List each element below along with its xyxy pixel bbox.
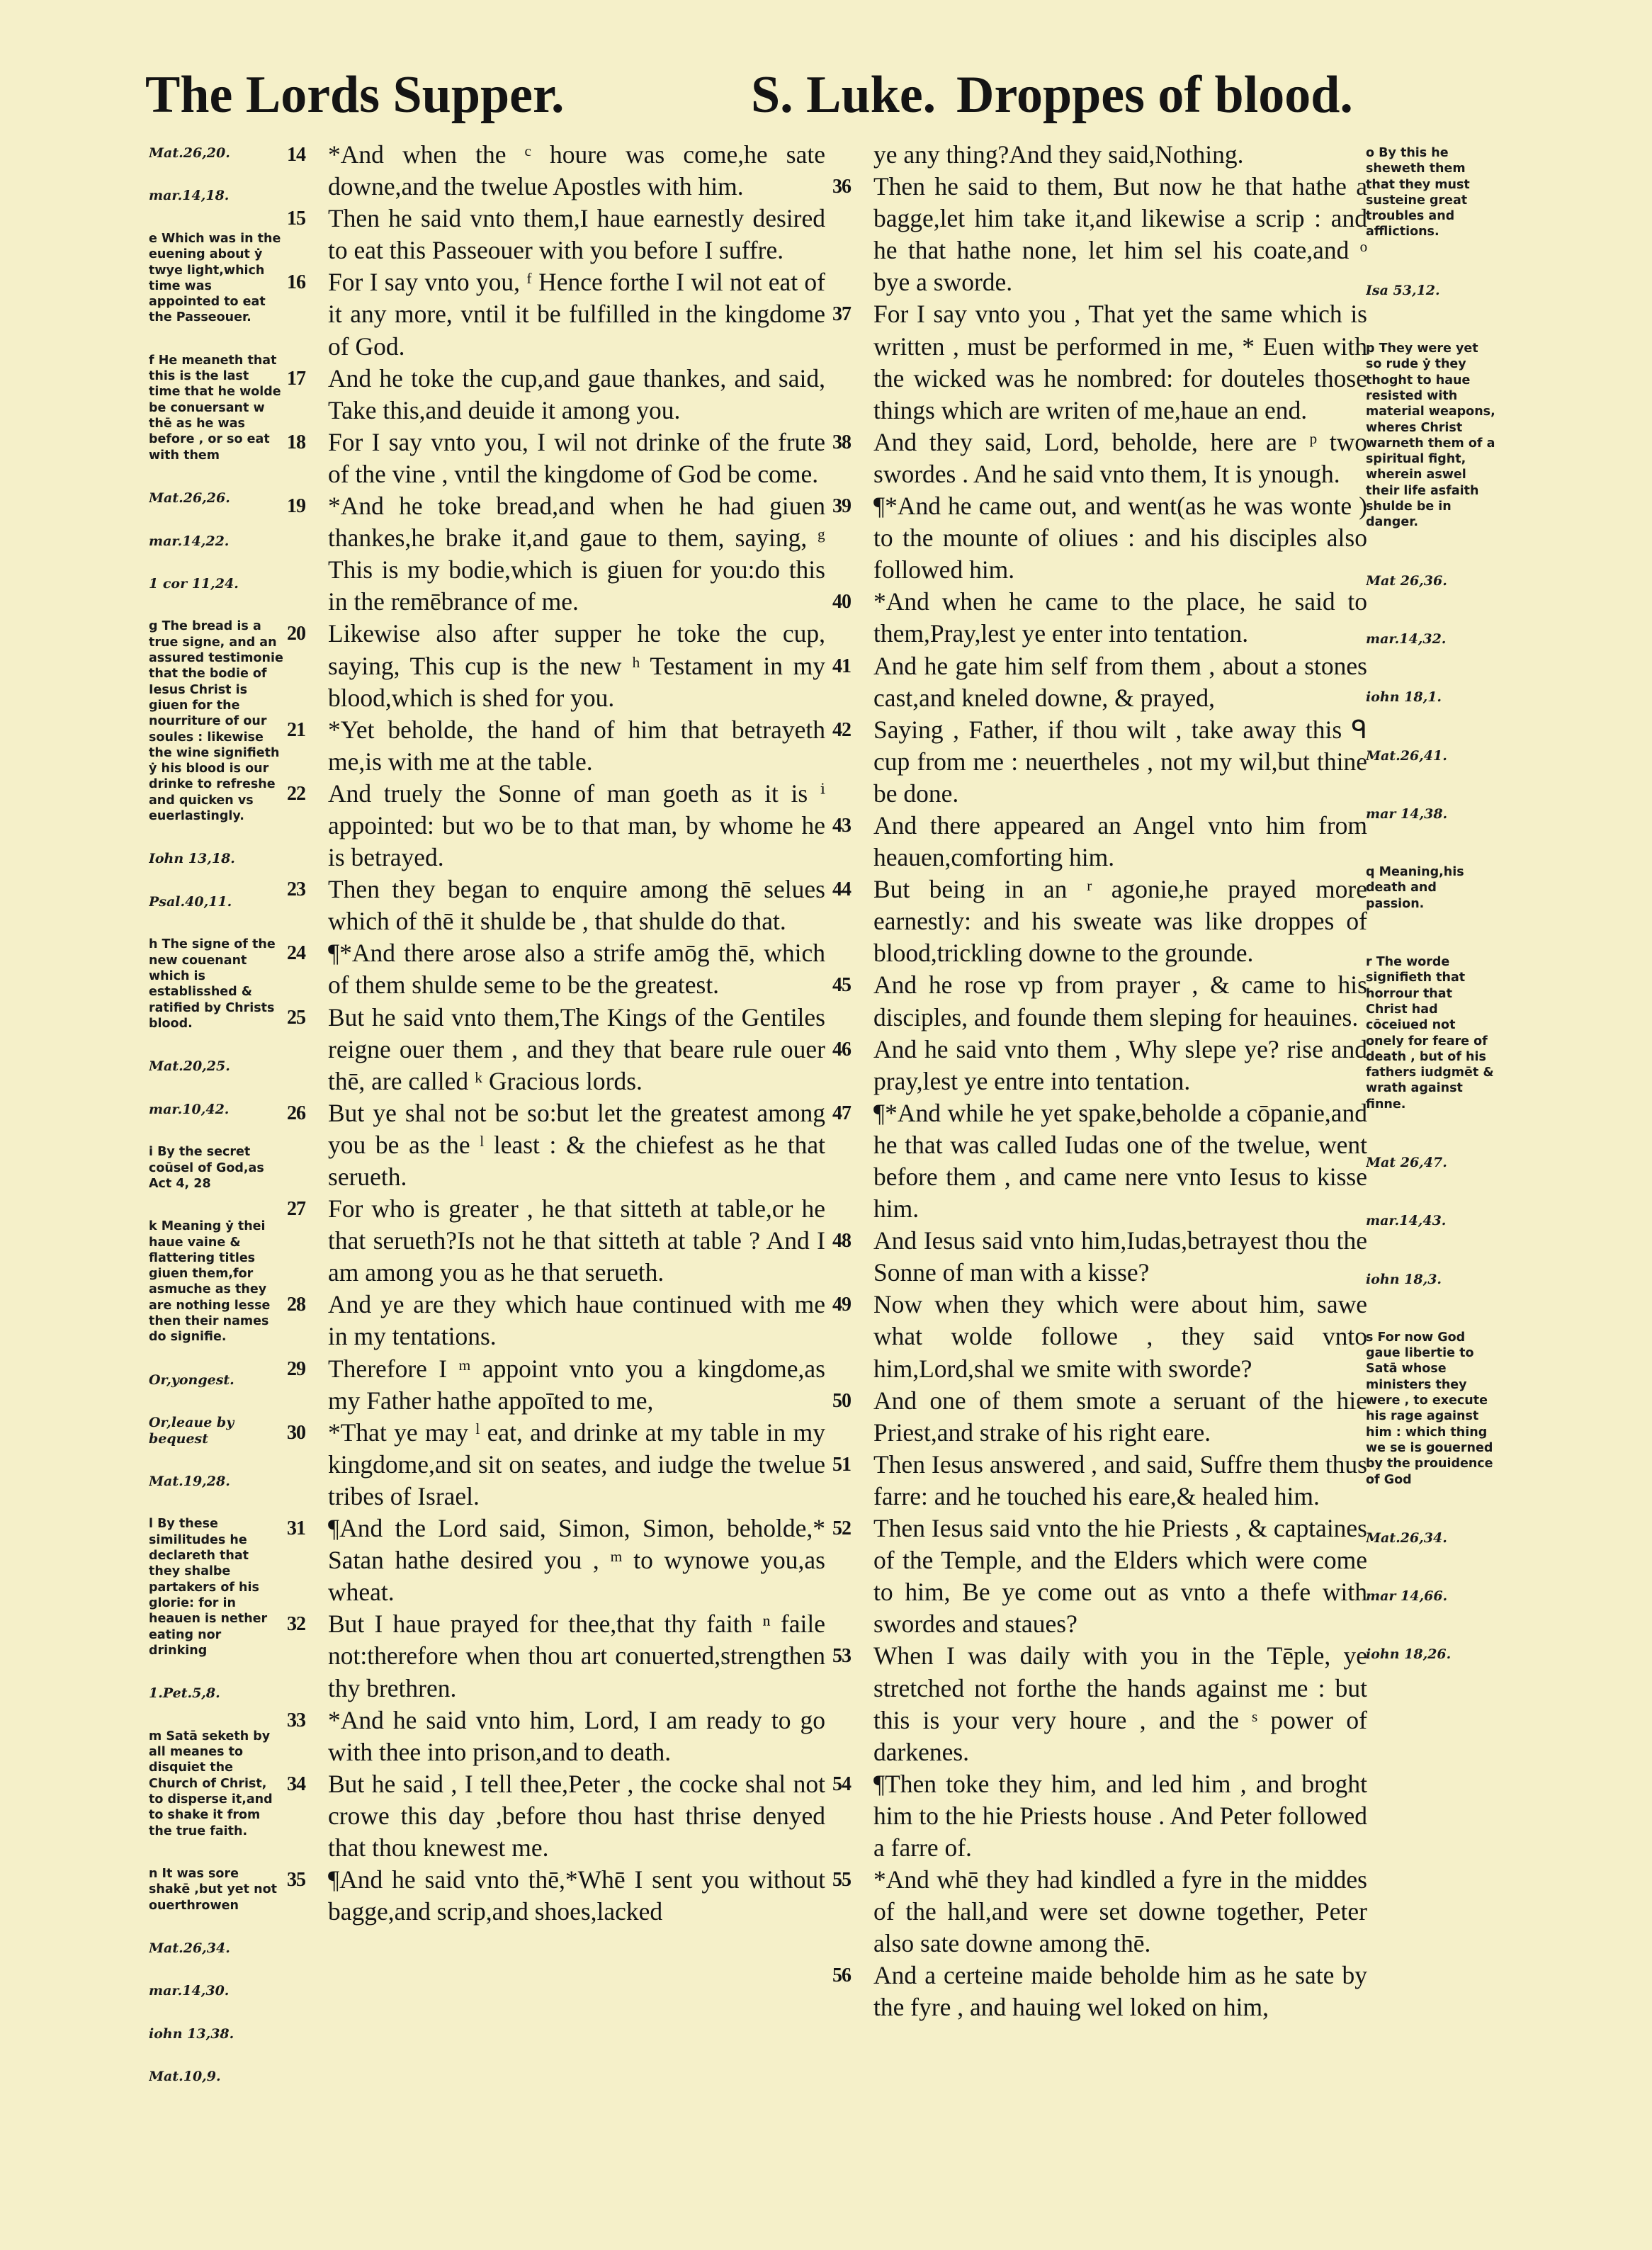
right-column-verse bbox=[832, 139, 1367, 171]
left-margin-cross-reference: Or,leaue by bequest bbox=[149, 1415, 234, 1447]
left-column-verse bbox=[287, 1353, 825, 1417]
right-column-verse bbox=[832, 650, 1367, 714]
right-margin-cross-reference: mar 14,66. bbox=[1366, 1588, 1448, 1605]
left-column-verse bbox=[287, 937, 825, 1001]
verse-number: 53 bbox=[832, 1645, 851, 1668]
left-margin-cross-reference: iohn 13,38. bbox=[149, 2025, 234, 2042]
right-margin-cross-reference: mar.14,43. bbox=[1366, 1213, 1447, 1229]
right-margin-annotation: r The worde signifieth that horrour that Christ had cōceiued not onely for feare of death , but of his fathers iudgmēt & wrath against finne. bbox=[1366, 955, 1494, 1112]
right-margin-cross-reference: Mat.26,34. bbox=[1366, 1530, 1447, 1546]
verse-text: For I say vnto you, I wil not drinke of the frute of the vine , vntil the kingdome of God be come. bbox=[328, 427, 825, 488]
verse-number: 44 bbox=[832, 878, 851, 901]
left-margin-cross-reference: 1.Pet.5,8. bbox=[149, 1685, 220, 1702]
left-margin-cross-reference: Psal.40,11. bbox=[149, 893, 232, 910]
verse-number: 54 bbox=[832, 1773, 851, 1795]
verse-number: 41 bbox=[832, 655, 851, 677]
verse-number: 28 bbox=[287, 1294, 305, 1316]
verse-number: 48 bbox=[832, 1230, 851, 1253]
left-margin-cross-reference: Iohn 13,18. bbox=[149, 851, 235, 867]
right-column-verse bbox=[832, 490, 1367, 586]
page-header bbox=[145, 65, 1353, 143]
left-column-verse bbox=[287, 1417, 825, 1513]
verse-number: 36 bbox=[832, 176, 851, 198]
verse-text: ¶*And while he yet spake,beholde a cōpanie,and he that was called Iudas one of the twelue, went before them , and came nere vnto Iesus to kisse him. bbox=[873, 1098, 1367, 1223]
verse-text: And he rose vp from prayer , & came to his disciples, and founde them sleping for heauines. bbox=[873, 971, 1367, 1031]
verse-number: 14 bbox=[287, 144, 305, 166]
left-column-verse bbox=[287, 426, 825, 490]
verse-text: Then Iesus answered , and said, Suffre them thus farre: and he touched his eare,& healed him. bbox=[873, 1449, 1367, 1510]
verse-text: But being in an ʳ agonie,he prayed more earnestly: and his sweate was like droppes of blood,trickling downe to the grounde. bbox=[873, 875, 1367, 968]
left-margin-annotation: h The signe of the new couenant which is establisshed & ratified by Christs blood. bbox=[149, 937, 276, 1031]
verse-text: *And when he came to the place, he said to them,Pray,lest ye enter into tentation. bbox=[873, 587, 1367, 648]
verse-text: Therefore I ᵐ appoint vnto you a kingdome,as my Father hathe appoīted to me, bbox=[328, 1354, 825, 1415]
verse-text: For I say vnto you, ᶠ Hence forthe I wil not eat of it any more, vntil it be fulfilled in the kingdome of God. bbox=[328, 268, 825, 361]
verse-text: Now when they which were about him, sawe what wolde followe , they said vnto him,Lord,shal we smite with sworde? bbox=[873, 1290, 1367, 1383]
verse-number: 15 bbox=[287, 208, 305, 230]
right-margin-cross-reference: iohn 18,26. bbox=[1366, 1646, 1452, 1663]
verse-number: 43 bbox=[832, 814, 851, 837]
header-right-title: Droppes of blood. bbox=[956, 66, 1353, 124]
right-column-verse bbox=[832, 298, 1367, 426]
verse-number: 31 bbox=[287, 1517, 305, 1540]
verse-number: 37 bbox=[832, 303, 851, 326]
verse-text: And Iesus said vnto him,Iudas,betrayest thou the Sonne of man with a kisse? bbox=[873, 1226, 1367, 1287]
right-column-verse bbox=[832, 586, 1367, 650]
verse-number: 29 bbox=[287, 1357, 305, 1380]
left-margin-cross-reference: mar.10,42. bbox=[149, 1101, 230, 1117]
right-margin-notes bbox=[1366, 145, 1497, 2221]
verse-text: When I was daily with you in the Tēple, ye stretched not forthe the hands against me : but this is your very houre , and the ˢ power of darkenes. bbox=[873, 1641, 1367, 1766]
verse-number: 23 bbox=[287, 878, 305, 901]
verse-number: 35 bbox=[287, 1869, 305, 1892]
verse-text: But he said , I tell thee,Peter , the cocke shal not crowe this day ,before thou hast thrise denyed that thou knewest me. bbox=[328, 1769, 825, 1862]
verse-text: *And when the ᶜ houre was come,he sate downe,and the twelue Apostles with him. bbox=[328, 140, 825, 201]
verse-text: And he toke the cup,and gaue thankes, and said, Take this,and deuide it among you. bbox=[328, 363, 825, 424]
left-column-verse bbox=[287, 1864, 825, 1928]
left-column-verse bbox=[287, 490, 825, 618]
left-column-verse bbox=[287, 714, 825, 778]
verse-number: 47 bbox=[832, 1102, 851, 1124]
verse-text: And one of them smote a seruant of the hie Priest,and strake of his right eare. bbox=[873, 1386, 1367, 1447]
verse-number: 45 bbox=[832, 974, 851, 997]
left-margin-cross-reference: Mat.19,28. bbox=[149, 1473, 230, 1489]
left-margin-annotation: i By the secret coūsel of God,as Act 4, 28 bbox=[149, 1145, 264, 1191]
verse-text: And ye are they which haue continued with me in my tentations. bbox=[328, 1290, 825, 1351]
verse-number: 56 bbox=[832, 1964, 851, 1987]
right-margin-cross-reference: Mat 26,47. bbox=[1366, 1154, 1447, 1170]
verse-number: 38 bbox=[832, 431, 851, 453]
verse-number: 40 bbox=[832, 591, 851, 614]
verse-text: But I haue prayed for thee,that thy faith ⁿ faile not:therefore when thou art conuerted,strengthen thy brethren. bbox=[328, 1610, 825, 1702]
right-margin-cross-reference: mar.14,32. bbox=[1366, 631, 1447, 647]
verse-text: Then he said to them, But now he that hathe a bagge,let him take it,and likewise a scrip : and he that hathe none, let him sel his coate,and ᵒ bye a sworde. bbox=[873, 172, 1367, 297]
left-margin-cross-reference: mar.14,18. bbox=[149, 188, 230, 204]
right-column-verse bbox=[832, 426, 1367, 490]
left-margin-cross-reference: Mat.20,25. bbox=[149, 1058, 230, 1075]
left-margin-cross-reference: mar.14,22. bbox=[149, 533, 230, 549]
verse-number: 46 bbox=[832, 1038, 851, 1061]
verse-number: 19 bbox=[287, 495, 305, 518]
right-margin-annotation: o By this he sheweth them that they must susteine great troubles and afflictions. bbox=[1366, 146, 1470, 239]
verse-text: Then Iesus said vnto the hie Priests , & captaines of the Temple, and the Elders which were come to him, Be ye come out as vnto a thefe with swordes and staues? bbox=[873, 1514, 1367, 1639]
left-column-verse bbox=[287, 1608, 825, 1704]
verse-text: For who is greater , he that sitteth at table,or he that serueth?Is not he that sitteth at table ? And I am among you as he that serueth. bbox=[328, 1194, 825, 1287]
verse-text: For I say vnto you , That yet the same which is written , must be performed in me, * Euen with the wicked was he nombred: for douteles those things which are writen of me,haue an end. bbox=[873, 300, 1367, 424]
verse-text: *And whē they had kindled a fyre in the middes of the hall,and were set downe together, Peter also sate downe among thē. bbox=[873, 1865, 1367, 1958]
verse-number: 16 bbox=[287, 271, 305, 294]
verse-number: 26 bbox=[287, 1102, 305, 1124]
verse-number: 30 bbox=[287, 1421, 305, 1444]
right-margin-annotation: q Meaning,his death and passion. bbox=[1366, 865, 1464, 911]
right-column-verse bbox=[832, 1768, 1367, 1864]
right-column-verse bbox=[832, 171, 1367, 298]
left-margin-annotation: n It was sore shakē ,but yet not ouerthrowen bbox=[149, 1866, 277, 1913]
left-margin-cross-reference: Mat.26,34. bbox=[149, 1940, 230, 1956]
left-margin-cross-reference: 1 cor 11,24. bbox=[149, 575, 239, 592]
verse-text: But ye shal not be so:but let the greatest among you be as the ˡ least : & the chiefest as he that serueth. bbox=[328, 1098, 825, 1191]
verse-number: 27 bbox=[287, 1198, 305, 1221]
left-margin-cross-reference: Mat.26,26. bbox=[149, 490, 230, 507]
left-column-verse bbox=[287, 1289, 825, 1352]
left-column-verse bbox=[287, 1513, 825, 1608]
right-column-verse bbox=[832, 1385, 1367, 1449]
right-column-verse bbox=[832, 1097, 1367, 1225]
right-column-verse bbox=[832, 969, 1367, 1033]
left-column-verse bbox=[287, 1193, 825, 1289]
verse-number: 42 bbox=[832, 718, 851, 741]
verse-text: And they said, Lord, beholde, here are ᵖ two swordes . And he said vnto them, It is ynough. bbox=[873, 427, 1367, 488]
right-column-verse bbox=[832, 1640, 1367, 1768]
verse-text: Then he said vnto them,I haue earnestly desired to eat this Passeouer with you before I suffre. bbox=[328, 204, 825, 265]
verse-text: Likewise also after supper he toke the cup, saying, This cup is the new ʰ Testament in my blood,which is shed for you. bbox=[328, 619, 825, 712]
left-column-verse bbox=[287, 618, 825, 713]
right-column-verse bbox=[832, 714, 1367, 810]
verse-text: ¶*And there arose also a strife amōg thē, which of them shulde seme to be the greatest. bbox=[328, 939, 825, 1000]
verse-number: 55 bbox=[832, 1869, 851, 1892]
right-margin-cross-reference: Mat.26,41. bbox=[1366, 747, 1447, 764]
verse-text: *And he toke bread,and when he had giuen thankes,he brake it,and gaue to them, saying, ᵍ This is my bodie,which is giuen for you:do this in the remēbrance of me. bbox=[328, 492, 825, 616]
left-margin-cross-reference: mar.14,30. bbox=[149, 1983, 230, 1999]
right-margin-cross-reference: iohn 18,3. bbox=[1366, 1271, 1442, 1287]
verse-text: And he said vnto them , Why slepe ye? rise and pray,lest ye entre into tentation. bbox=[873, 1034, 1367, 1095]
left-column-verse bbox=[287, 139, 825, 203]
right-column-verse bbox=[832, 1225, 1367, 1289]
verse-number: 49 bbox=[832, 1294, 851, 1316]
right-margin-annotation: s For now God gaue libertie to Satā whose ministers they were , to execute his rage against him : which thing we se is gouerned by the prouidence of God bbox=[1366, 1330, 1493, 1487]
verse-text: And there appeared an Angel vnto him from heauen,comforting him. bbox=[873, 810, 1367, 872]
verse-number: 17 bbox=[287, 367, 305, 390]
verse-number: 24 bbox=[287, 942, 305, 965]
left-margin-annotation: l By these similitudes he declareth that they shalbe partakers of his glorie: for in heauen is nether eating nor drinking bbox=[149, 1517, 268, 1658]
verse-text: But he said vnto them,The Kings of the Gentiles reigne ouer them , and they that beare rule ouer thē, are called ᵏ Gracious lords. bbox=[328, 1002, 825, 1095]
left-margin-annotation: g The bread is a true signe, and an assured testimonie that the bodie of Iesus Christ is giuen for the nourriture of our soules : likewise the wine signifieth ẏ his blood is our drinke to refreshe and quicken vs euerlastingly. bbox=[149, 619, 283, 823]
verse-number: 34 bbox=[287, 1773, 305, 1795]
right-column-verse bbox=[832, 1449, 1367, 1513]
verse-text: ¶And the Lord said, Simon, Simon, beholde,* Satan hathe desired you , ᵐ to wynowe you,as wheat. bbox=[328, 1514, 825, 1607]
left-text-column bbox=[287, 139, 825, 2222]
left-margin-cross-reference: Mat.26,20. bbox=[149, 145, 230, 161]
right-column-verse bbox=[832, 1960, 1367, 2023]
left-margin-cross-reference: Mat.10,9. bbox=[149, 2069, 221, 2085]
verse-text: Saying , Father, if thou wilt , take away this ᑫ cup from me : neuertheles , not my wil,but thine be done. bbox=[873, 715, 1367, 808]
left-margin-annotation: k Meaning ẏ thei haue vaine & flattering titles giuen them,for asmuche as they are nothing lesse then their names do signifie. bbox=[149, 1219, 271, 1345]
right-column-verse bbox=[832, 874, 1367, 969]
verse-text: *And he said vnto him, Lord, I am ready to go with thee into prison,and to death. bbox=[328, 1705, 825, 1766]
verse-number: 51 bbox=[832, 1453, 851, 1476]
left-column-verse bbox=[287, 363, 825, 426]
verse-number: 22 bbox=[287, 782, 305, 805]
verse-text: Then they began to enquire among thē selues which of thē it shulde be , that shulde do that. bbox=[328, 875, 825, 936]
left-column-verse bbox=[287, 778, 825, 874]
left-margin-cross-reference: Or,yongest. bbox=[149, 1372, 234, 1388]
verse-number: 50 bbox=[832, 1389, 851, 1412]
right-column-verse bbox=[832, 1289, 1367, 1384]
left-margin-annotation: f He meaneth that this is the last time that he wolde be conuersant w thē as he was before , or so eat with them bbox=[149, 353, 281, 463]
left-margin-annotation: m Satā seketh by all meanes to disquiet the Church of Christ, to disperse it,and to shake it from the true faith. bbox=[149, 1729, 273, 1838]
left-column-verse bbox=[287, 874, 825, 937]
verse-number: 32 bbox=[287, 1613, 305, 1636]
verse-number: 21 bbox=[287, 718, 305, 741]
left-margin-notes bbox=[149, 145, 283, 2221]
left-column-verse bbox=[287, 203, 825, 266]
right-margin-cross-reference: iohn 18,1. bbox=[1366, 689, 1442, 706]
verse-text: And truely the Sonne of man goeth as it is ⁱ appointed: but wo be to that man, by whome he is betrayed. bbox=[328, 779, 825, 872]
verse-number: 52 bbox=[832, 1517, 851, 1540]
verse-text: ¶*And he came out, and went(as he was wonte ) to the mounte of oliues : and his disciples also followed him. bbox=[873, 492, 1367, 584]
right-column-verse bbox=[832, 1864, 1367, 1960]
verse-text: ye any thing?And they said,Nothing. bbox=[873, 140, 1244, 169]
verse-text: *That ye may ˡ eat, and drinke at my table in my kingdome,and sit on seates, and iudge the twelue tribes of Israel. bbox=[328, 1418, 825, 1510]
header-left-title: The Lords Supper. bbox=[145, 66, 565, 124]
verse-number: 18 bbox=[287, 431, 305, 453]
verse-text: And he gate him self from them , about a stones cast,and kneled downe, & prayed, bbox=[873, 651, 1367, 712]
left-column-verse bbox=[287, 1002, 825, 1097]
right-column-verse bbox=[832, 1034, 1367, 1097]
verse-text: *Yet beholde, the hand of him that betrayeth me,is with me at the table. bbox=[328, 715, 825, 776]
right-column-verse bbox=[832, 1513, 1367, 1640]
left-column-verse bbox=[287, 1097, 825, 1193]
verse-number: 39 bbox=[832, 495, 851, 518]
left-column-verse bbox=[287, 1768, 825, 1864]
right-margin-cross-reference: Isa 53,12. bbox=[1366, 282, 1440, 298]
verse-number: 20 bbox=[287, 623, 305, 645]
right-column-verse bbox=[832, 810, 1367, 874]
verse-text: ¶Then toke they him, and led him , and broght him to the hie Priests house . And Peter followed a farre of. bbox=[873, 1769, 1367, 1862]
right-margin-annotation: p They were yet so rude ẏ they thoght to haue resisted with material weapons, wheres Christ warneth them of a spiritual fight, wherein aswel their life asfaith shulde be in danger. bbox=[1366, 341, 1495, 530]
verse-number: 33 bbox=[287, 1709, 305, 1731]
verse-number: 25 bbox=[287, 1006, 305, 1029]
left-column-verse bbox=[287, 266, 825, 362]
left-column-verse bbox=[287, 1705, 825, 1768]
header-center-title: S. Luke. bbox=[751, 66, 937, 124]
left-margin-annotation: e Which was in the euening about ẏ twye light,which time was appointed to eat the Passeouer. bbox=[149, 231, 281, 325]
right-text-column bbox=[832, 139, 1367, 2222]
right-margin-cross-reference: Mat 26,36. bbox=[1366, 572, 1447, 589]
verse-text: And a certeine maide beholde him as he sate by the fyre , and hauing wel loked on him, bbox=[873, 1961, 1367, 2022]
verse-text: ¶And he said vnto thē,*Whē I sent you without bagge,and scrip,and shoes,lacked bbox=[328, 1865, 825, 1926]
right-margin-cross-reference: mar 14,38. bbox=[1366, 805, 1448, 822]
